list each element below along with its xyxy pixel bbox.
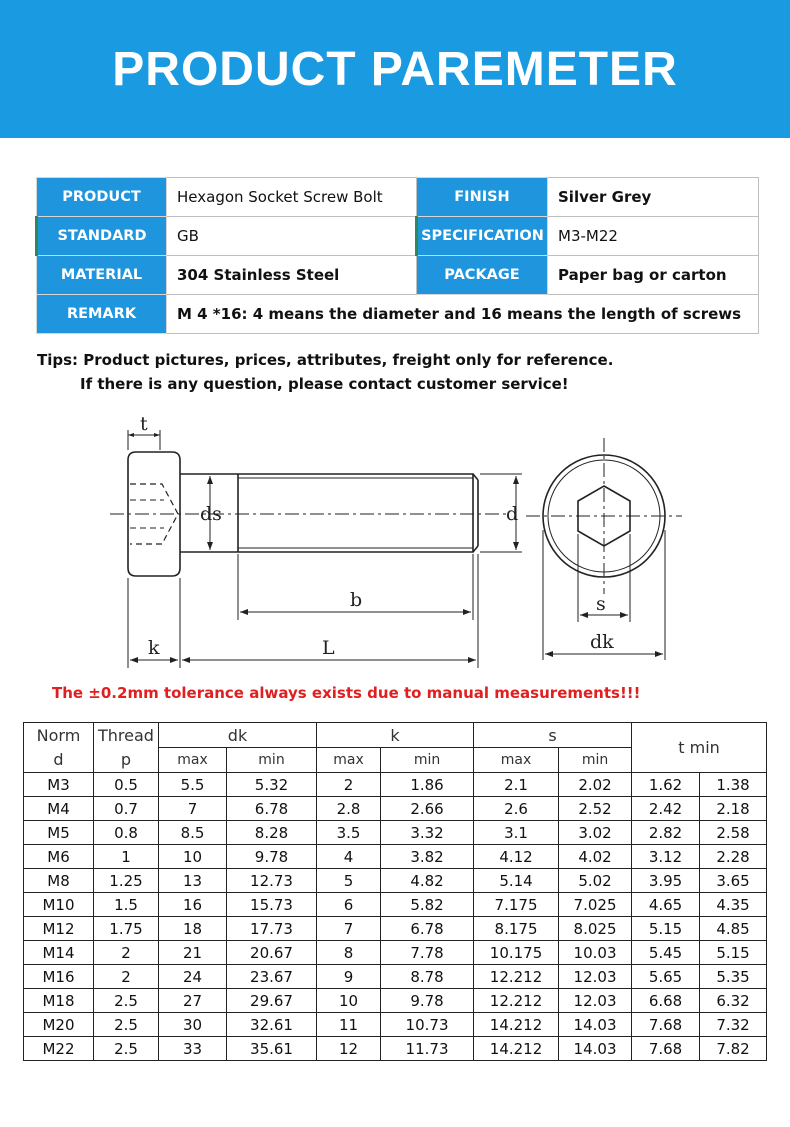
table-cell: 7.025 [559,893,632,917]
table-cell: 3.1 [474,821,559,845]
param-value: Silver Grey [548,178,759,217]
table-cell: 32.61 [227,1013,317,1037]
table-cell: 9 [317,965,381,989]
table-row [24,893,767,917]
table-cell: 1.38 [700,773,767,797]
param-label: SPECIFICATION [417,217,548,256]
table-cell: 10 [159,845,227,869]
table-cell: 10 [317,989,381,1013]
table-cell: 2.02 [559,773,632,797]
table-cell: 23.67 [227,965,317,989]
table-cell: 2.5 [94,1013,159,1037]
param-value: GB [167,217,417,256]
table-row [24,1013,767,1037]
table-row [24,845,767,869]
table-cell: 2 [317,773,381,797]
table-cell: 1.62 [632,773,700,797]
table-cell: 12 [317,1037,381,1061]
table-cell: 11.73 [381,1037,474,1061]
table-cell: 5.15 [700,941,767,965]
table-cell: 5.5 [159,773,227,797]
page-title: PRODUCT PAREMETER [112,42,678,96]
table-cell: 2 [94,965,159,989]
table-cell: M4 [24,797,94,821]
table-cell: 7.68 [632,1037,700,1061]
table-cell: 7.78 [381,941,474,965]
tolerance-note: The ±0.2mm tolerance always exists due to manual measurements!!! [52,684,641,702]
header-norm: Norm d [24,723,94,773]
table-cell: 7.68 [632,1013,700,1037]
table-cell: 8.5 [159,821,227,845]
table-cell: 9.78 [381,989,474,1013]
header-k: k [317,723,474,748]
table-cell: 5.02 [559,869,632,893]
table-cell: 20.67 [227,941,317,965]
table-cell: 1.25 [94,869,159,893]
table-cell: 10.73 [381,1013,474,1037]
table-cell: M3 [24,773,94,797]
table-cell: 2.5 [94,989,159,1013]
table-cell: M14 [24,941,94,965]
table-cell: 16 [159,893,227,917]
table-cell: 30 [159,1013,227,1037]
table-cell: 7.82 [700,1037,767,1061]
param-value: M3-M22 [548,217,759,256]
table-cell: 3.12 [632,845,700,869]
param-value: Paper bag or carton [548,256,759,295]
table-cell: M6 [24,845,94,869]
label-L: L [322,637,335,659]
table-cell: 6.68 [632,989,700,1013]
table-cell: 17.73 [227,917,317,941]
table-cell: 10.03 [559,941,632,965]
dimension-table-body [24,773,767,1061]
table-cell: 10.175 [474,941,559,965]
table-cell: 7 [317,917,381,941]
table-cell: 14.03 [559,1013,632,1037]
table-row [24,965,767,989]
table-cell: 2.82 [632,821,700,845]
table-cell: 6.78 [227,797,317,821]
table-header-row [24,723,767,748]
table-cell: 12.212 [474,965,559,989]
table-cell: 1.86 [381,773,474,797]
table-cell: 4.12 [474,845,559,869]
table-cell: 6.32 [700,989,767,1013]
table-row [24,917,767,941]
table-cell: 2.6 [474,797,559,821]
table-cell: 2 [94,941,159,965]
table-cell: 13 [159,869,227,893]
param-label: FINISH [417,178,548,217]
table-cell: 3.02 [559,821,632,845]
table-cell: 15.73 [227,893,317,917]
table-cell: 7.32 [700,1013,767,1037]
label-ds: ds [200,503,222,525]
table-cell: 2.52 [559,797,632,821]
table-cell: 14.212 [474,1013,559,1037]
label-d: d [506,503,519,525]
table-cell: 18 [159,917,227,941]
table-cell: 0.5 [94,773,159,797]
table-cell: 5.65 [632,965,700,989]
table-cell: 2.28 [700,845,767,869]
table-cell: M5 [24,821,94,845]
table-cell: M10 [24,893,94,917]
table-cell: 24 [159,965,227,989]
table-cell: 5.45 [632,941,700,965]
label-b: b [350,589,363,611]
table-cell: 4.65 [632,893,700,917]
table-cell: 1.5 [94,893,159,917]
param-value: 304 Stainless Steel [167,256,417,295]
label-k: k [148,637,160,659]
dimension-table [23,722,767,1061]
table-cell: 5.15 [632,917,700,941]
table-cell: 2.5 [94,1037,159,1061]
table-cell: 2.1 [474,773,559,797]
table-row [24,941,767,965]
param-label: STANDARD [37,217,167,256]
table-cell: 9.78 [227,845,317,869]
table-cell: 33 [159,1037,227,1061]
table-cell: M16 [24,965,94,989]
table-cell: 12.03 [559,989,632,1013]
label-dk: dk [590,631,614,653]
header-max: max [474,748,559,773]
table-cell: 7 [159,797,227,821]
table-row [24,989,767,1013]
table-cell: 7.175 [474,893,559,917]
table-cell: 11 [317,1013,381,1037]
table-cell: M20 [24,1013,94,1037]
table-cell: 14.212 [474,1037,559,1061]
table-cell: 12.03 [559,965,632,989]
table-cell: 4.82 [381,869,474,893]
param-label: REMARK [37,295,167,334]
table-cell: 21 [159,941,227,965]
header-min: min [227,748,317,773]
table-cell: 3.82 [381,845,474,869]
table-cell: 6 [317,893,381,917]
label-s: s [596,593,606,615]
header-min: min [559,748,632,773]
header-min: min [381,748,474,773]
tips-note [37,348,613,396]
table-cell: 5 [317,869,381,893]
label-t: t [140,413,148,435]
table-cell: 0.8 [94,821,159,845]
header-thread: Thread p [94,723,159,773]
table-cell: 5.82 [381,893,474,917]
table-cell: 2.58 [700,821,767,845]
param-row [37,256,759,295]
param-label: MATERIAL [37,256,167,295]
table-cell: 3.5 [317,821,381,845]
table-row [24,773,767,797]
table-cell: 4 [317,845,381,869]
table-cell: 3.95 [632,869,700,893]
parameter-table [35,177,759,334]
table-cell: M22 [24,1037,94,1061]
table-cell: 2.42 [632,797,700,821]
tips-line: Tips: Product pictures, prices, attributes, freight only for reference. [37,351,614,369]
header-t-min: t min [632,723,767,773]
table-cell: 0.7 [94,797,159,821]
table-cell: 8 [317,941,381,965]
table-cell: 12.73 [227,869,317,893]
table-cell: 5.32 [227,773,317,797]
table-row [24,869,767,893]
table-cell: M8 [24,869,94,893]
table-cell: 2.8 [317,797,381,821]
table-cell: 3.32 [381,821,474,845]
header-s: s [474,723,632,748]
table-cell: 2.18 [700,797,767,821]
table-cell: 5.35 [700,965,767,989]
table-cell: 4.02 [559,845,632,869]
header-max: max [159,748,227,773]
table-cell: 14.03 [559,1037,632,1061]
table-cell: 3.65 [700,869,767,893]
table-cell: 1 [94,845,159,869]
table-cell: 6.78 [381,917,474,941]
table-cell: 4.35 [700,893,767,917]
title-banner [0,0,790,138]
table-row [24,821,767,845]
table-row [24,1037,767,1061]
table-cell: 27 [159,989,227,1013]
param-label: PRODUCT [37,178,167,217]
table-cell: 35.61 [227,1037,317,1061]
header-dk: dk [159,723,317,748]
tips-line: If there is any question, please contact customer service! [80,375,569,393]
param-value: M 4 *16: 4 means the diameter and 16 means the length of screws [167,295,759,334]
screw-dimension-diagram [40,410,752,680]
param-label: PACKAGE [417,256,548,295]
header-max: max [317,748,381,773]
table-cell: 8.28 [227,821,317,845]
table-row [24,797,767,821]
table-cell: 8.78 [381,965,474,989]
param-value: Hexagon Socket Screw Bolt [167,178,417,217]
table-cell: 8.025 [559,917,632,941]
table-cell: 12.212 [474,989,559,1013]
table-cell: 8.175 [474,917,559,941]
table-cell: 2.66 [381,797,474,821]
table-cell: 1.75 [94,917,159,941]
table-cell: 29.67 [227,989,317,1013]
table-cell: 5.14 [474,869,559,893]
param-row [37,178,759,217]
param-row [37,295,759,334]
param-row [37,217,759,256]
table-cell: M12 [24,917,94,941]
table-cell: 4.85 [700,917,767,941]
table-cell: M18 [24,989,94,1013]
